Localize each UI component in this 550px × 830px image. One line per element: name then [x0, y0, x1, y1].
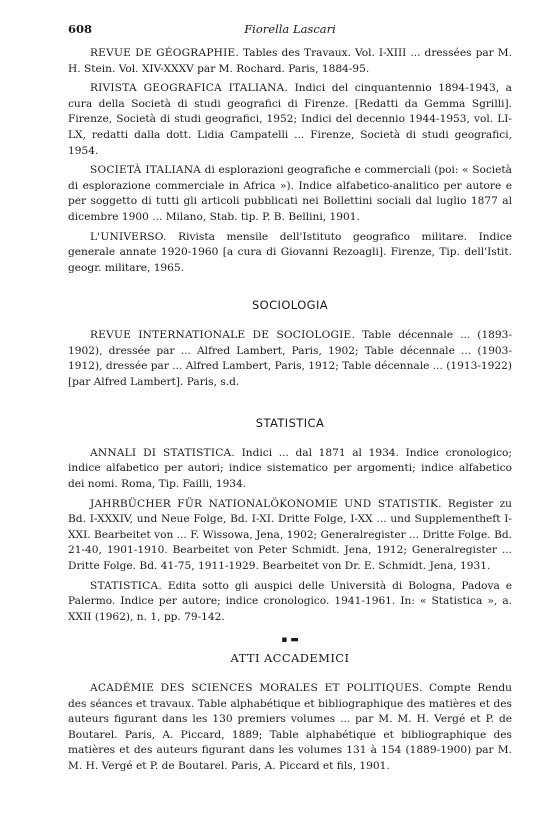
running-head [68, 22, 512, 40]
entry-title: L'UNIVERSO. [90, 230, 167, 243]
entry [68, 230, 512, 277]
entry-title: RIVISTA GEOGRAFICA ITALIANA. [90, 82, 288, 95]
entry-title: ACADÉMIE DES SCIENCES MORALES ET POLITIQUES. [90, 682, 423, 694]
running-title: Fiorella Lascari [244, 22, 336, 36]
entry-text: Indici del cinquantennio 1894-1943, a cura della Società di studi geografici di Firenze. [Redatti da Gemma Sgrilli]. Firenze, Società di studi geografici, 1952; Indici del decennio 1944-1953, vol. LI-LX, redatti dalla dott. Lidia Campatelli ... Firenze, Società di studi geografici, 1954. [68, 82, 512, 157]
section-sociologia [68, 298, 512, 390]
section-statistica [68, 416, 512, 625]
ornament-mark: ▪ ▬ [281, 635, 299, 646]
entry-text: Rivista mensile dell'Istituto geografico militare. Indice generale annate 1920-1960 [a cura di Giovanni Rezoagli]. Firenze, Tip. dell'Istit. geogr. militare, 1965. [68, 230, 512, 274]
entry [68, 46, 512, 77]
entry [68, 81, 512, 159]
entry-title: STATISTICA. [90, 579, 162, 592]
section-geografia [68, 46, 512, 276]
entry-title: REVUE INTERNATIONALE DE SOCIOLOGIE. [90, 328, 356, 341]
entry-title: SOCIETÀ ITALIANA [90, 164, 202, 177]
entry [68, 681, 512, 775]
entry-text: di esplorazioni geografiche e commerciali (poi: « Società di esplorazione commerciale in Africa »). Indice alfabetico-analitico per autore e per soggetto di tutti gli articoli pubblicati nei Bollettini sociali dal luglio 1877 al dicembre 1900 ... Milano, Stab. tip. P. B. Bellini, 1901. [68, 164, 512, 223]
entry-text: Compte Rendu des séances et travaux. Table alphabétique et bibliographique des matières et des auteurs figurant dans les 130 premiers volumes ... par M. M. H. Vergé et P. de Boutarel. Paris, A. Piccard, 1889; Table alphabétique et bibliographique des matières et des auteurs figurant dans les volumes 131 à 154 (1889-1900) par M. M. H. Vergé et P. de Boutarel. Paris, A. Piccard et fils, 1901. [68, 682, 512, 772]
entry-title: JAHRBÜCHER FÜR NATIONALÖKONOMIE UND STATISTIK. [90, 497, 442, 510]
page-number: 608 [68, 22, 93, 36]
section-atti-accademici [68, 635, 512, 774]
section-heading: SOCIOLOGIA [251, 298, 329, 313]
entry-text: Indici ... dal 1871 al 1934. Indice cronologico; indice alfabetico per autori; indice sistematico per argomenti; indice alfabetico dei nomi. Roma, Tip. Failli, 1934. [68, 446, 512, 491]
section-heading: STATISTICA [255, 416, 325, 431]
entry [68, 579, 512, 626]
entry-text: Tables des Travaux. Vol. I-XIII ... dressées par M. H. Stein. Vol. XIV-XXXV par M. Rochard. Paris, 1884-95. [68, 47, 512, 75]
entry [68, 446, 512, 493]
entry [68, 163, 512, 225]
entry-text: Register zu Bd. I-XXXIV, und Neue Folge, Bd. I-XI. Dritte Folge, I-XX ... und Supplementheft I-XXI. Bearbeitet von ... F. Wissowa, Jena, 1902; Generalregister ... Dritte Folge. Bd. 21-40, 1901-1910. Bearbeitet von Peter Schmidt. Jena, 1912; Generalregister ... Dritte Folge. Bd. 41-75, 1911-1929. Bearbeitet von Dr. E. Schmidt. Jena, 1931. [68, 497, 512, 573]
entry-title: REVUE DE GÉOGRAPHIE. [90, 47, 239, 59]
entry-title: ANNALI DI STATISTICA. [90, 446, 235, 459]
section-heading: ATTI ACCADEMICI [230, 651, 350, 666]
entry-text: Table décennale ... (1893-1902), dressée par ... Alfred Lambert, Paris, 1902; Table décennale ... (1903-1912), dressée par ... Alfred Lambert, Paris, 1912; Table décennale ... (1913-1922) [par Alfred Lambert]. Paris, s.d. [68, 328, 512, 388]
entry-text: Edita sotto gli auspici delle Università di Bologna, Padova e Palermo. Indice per autore; indice cronologico. 1941-1961. In: « Statistica », a. XXII (1962), n. 1, pp. 79-142. [68, 579, 512, 623]
entry [68, 497, 512, 575]
entry [68, 328, 512, 390]
